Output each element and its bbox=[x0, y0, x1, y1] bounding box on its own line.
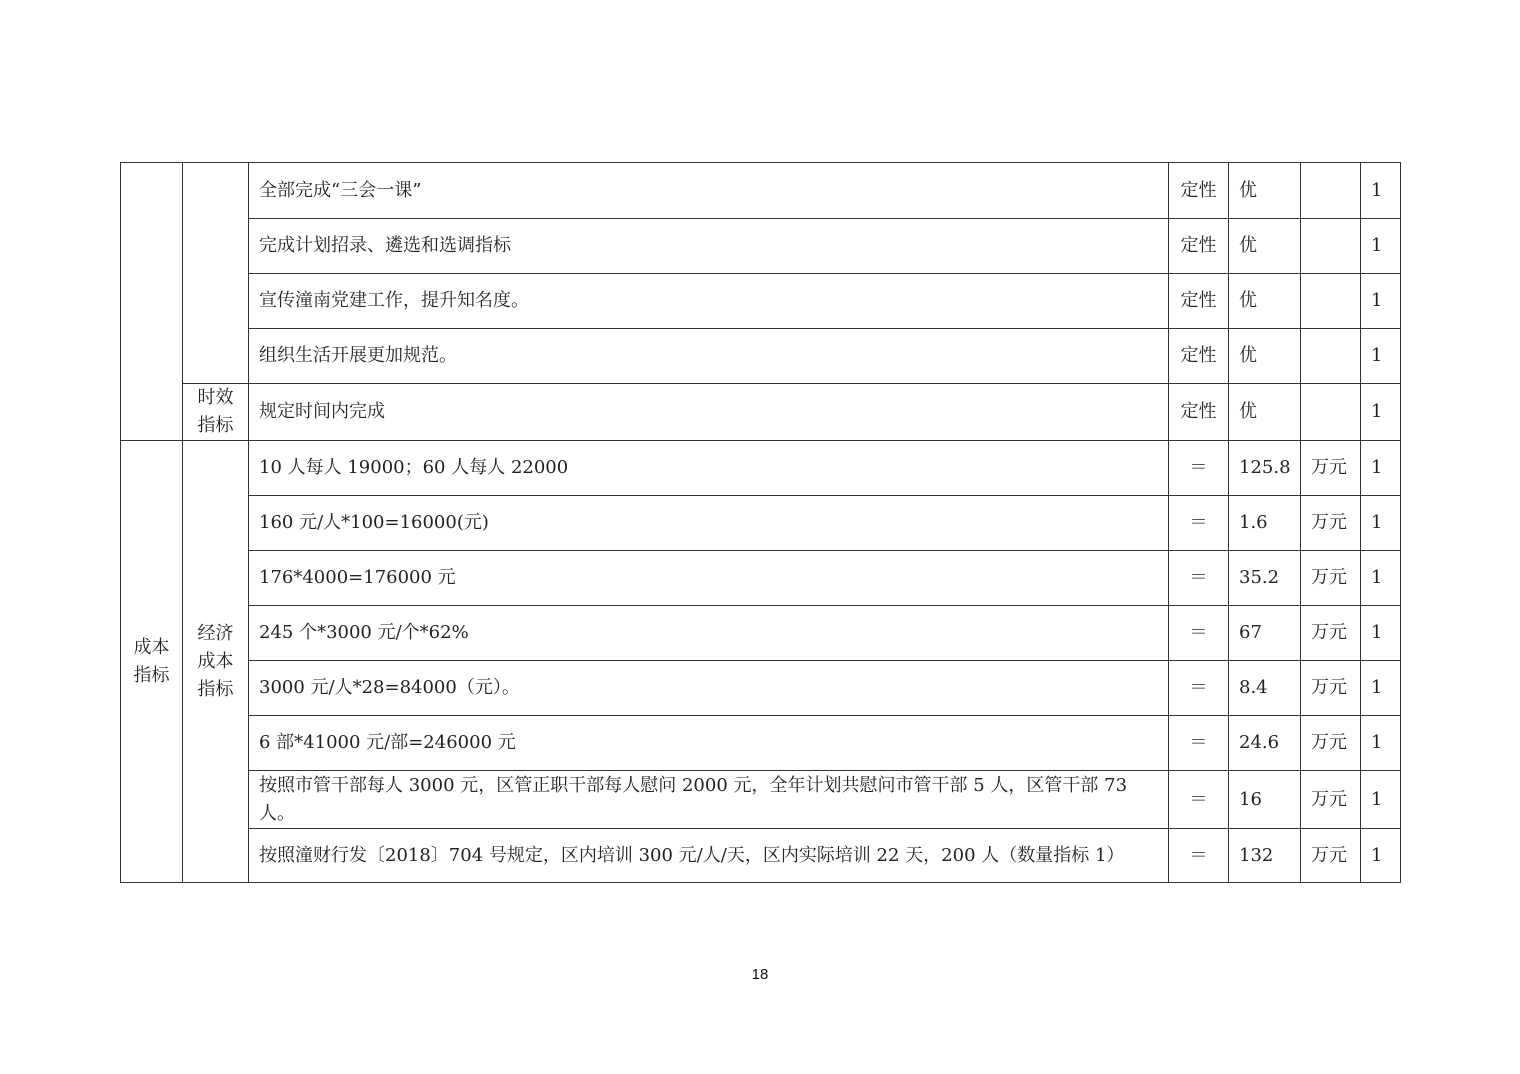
indicator-operator: 定性 bbox=[1169, 219, 1229, 274]
indicator-operator: ＝ bbox=[1169, 829, 1229, 883]
indicator-content: 6 部*41000 元/部=246000 元 bbox=[249, 716, 1169, 771]
table-row bbox=[121, 551, 1401, 606]
indicator-content: 3000 元/人*28=84000（元）。 bbox=[249, 661, 1169, 716]
subcategory-economic-cost: 经济 成本 指标 bbox=[183, 441, 249, 883]
indicator-unit bbox=[1301, 219, 1361, 274]
indicator-value: 优 bbox=[1229, 274, 1301, 329]
indicator-content: 完成计划招录、遴选和选调指标 bbox=[249, 219, 1169, 274]
indicator-content: 组织生活开展更加规范。 bbox=[249, 329, 1169, 384]
indicator-table bbox=[120, 162, 1401, 883]
indicator-content: 245 个*3000 元/个*62% bbox=[249, 606, 1169, 661]
indicator-unit bbox=[1301, 384, 1361, 441]
indicator-value: 优 bbox=[1229, 384, 1301, 441]
indicator-unit: 万元 bbox=[1301, 441, 1361, 496]
indicator-unit bbox=[1301, 274, 1361, 329]
table-row bbox=[121, 163, 1401, 219]
indicator-value: 优 bbox=[1229, 219, 1301, 274]
indicator-operator: 定性 bbox=[1169, 384, 1229, 441]
category-cell-empty bbox=[121, 163, 183, 441]
indicator-content: 160 元/人*100=16000(元) bbox=[249, 496, 1169, 551]
indicator-unit: 万元 bbox=[1301, 606, 1361, 661]
indicator-content: 宣传潼南党建工作，提升知名度。 bbox=[249, 274, 1169, 329]
indicator-value: 16 bbox=[1229, 771, 1301, 829]
indicator-operator: 定性 bbox=[1169, 329, 1229, 384]
indicator-value: 125.8 bbox=[1229, 441, 1301, 496]
indicator-content: 10 人每人 19000；60 人每人 22000 bbox=[249, 441, 1169, 496]
indicator-unit: 万元 bbox=[1301, 551, 1361, 606]
indicator-score: 1 bbox=[1361, 771, 1401, 829]
indicator-value: 67 bbox=[1229, 606, 1301, 661]
indicator-operator: ＝ bbox=[1169, 496, 1229, 551]
indicator-operator: ＝ bbox=[1169, 441, 1229, 496]
indicator-operator: ＝ bbox=[1169, 606, 1229, 661]
indicator-score: 1 bbox=[1361, 661, 1401, 716]
indicator-value: 优 bbox=[1229, 163, 1301, 219]
subcategory-cell-empty bbox=[183, 163, 249, 384]
indicator-operator: ＝ bbox=[1169, 661, 1229, 716]
indicator-value: 8.4 bbox=[1229, 661, 1301, 716]
table-row bbox=[121, 606, 1401, 661]
indicator-content: 规定时间内完成 bbox=[249, 384, 1169, 441]
indicator-operator: ＝ bbox=[1169, 551, 1229, 606]
indicator-content: 按照市管干部每人 3000 元，区管正职干部每人慰问 2000 元，全年计划共慰问市管干部 5 人，区管干部 73 人。 bbox=[249, 771, 1169, 829]
indicator-score: 1 bbox=[1361, 384, 1401, 441]
indicator-content: 176*4000=176000 元 bbox=[249, 551, 1169, 606]
indicator-unit bbox=[1301, 163, 1361, 219]
table-row bbox=[121, 829, 1401, 883]
indicator-operator: ＝ bbox=[1169, 771, 1229, 829]
table-row bbox=[121, 771, 1401, 829]
indicator-operator: 定性 bbox=[1169, 274, 1229, 329]
table-row bbox=[121, 716, 1401, 771]
table-row bbox=[121, 219, 1401, 274]
table-row bbox=[121, 661, 1401, 716]
indicator-unit: 万元 bbox=[1301, 716, 1361, 771]
indicator-unit: 万元 bbox=[1301, 829, 1361, 883]
table-row bbox=[121, 329, 1401, 384]
indicator-unit: 万元 bbox=[1301, 771, 1361, 829]
indicator-content: 全部完成“三会一课” bbox=[249, 163, 1169, 219]
indicator-unit: 万元 bbox=[1301, 496, 1361, 551]
indicator-value: 132 bbox=[1229, 829, 1301, 883]
indicator-score: 1 bbox=[1361, 606, 1401, 661]
table-row bbox=[121, 496, 1401, 551]
indicator-value: 1.6 bbox=[1229, 496, 1301, 551]
indicator-score: 1 bbox=[1361, 274, 1401, 329]
indicator-content: 按照潼财行发〔2018〕704 号规定，区内培训 300 元/人/天，区内实际培训 22 天，200 人（数量指标 1） bbox=[249, 829, 1169, 883]
table-row bbox=[121, 441, 1401, 496]
indicator-operator: ＝ bbox=[1169, 716, 1229, 771]
indicator-score: 1 bbox=[1361, 441, 1401, 496]
indicator-score: 1 bbox=[1361, 829, 1401, 883]
indicator-score: 1 bbox=[1361, 496, 1401, 551]
indicator-score: 1 bbox=[1361, 163, 1401, 219]
indicator-score: 1 bbox=[1361, 716, 1401, 771]
indicator-score: 1 bbox=[1361, 329, 1401, 384]
table-row bbox=[121, 274, 1401, 329]
indicator-value: 24.6 bbox=[1229, 716, 1301, 771]
indicator-unit: 万元 bbox=[1301, 661, 1361, 716]
indicator-score: 1 bbox=[1361, 551, 1401, 606]
indicator-value: 35.2 bbox=[1229, 551, 1301, 606]
category-cost: 成本 指标 bbox=[121, 441, 183, 883]
subcategory-timeliness: 时效 指标 bbox=[183, 384, 249, 441]
indicator-unit bbox=[1301, 329, 1361, 384]
indicator-score: 1 bbox=[1361, 219, 1401, 274]
table-row bbox=[121, 384, 1401, 441]
indicator-value: 优 bbox=[1229, 329, 1301, 384]
page-number: 18 bbox=[751, 966, 769, 983]
indicator-operator: 定性 bbox=[1169, 163, 1229, 219]
